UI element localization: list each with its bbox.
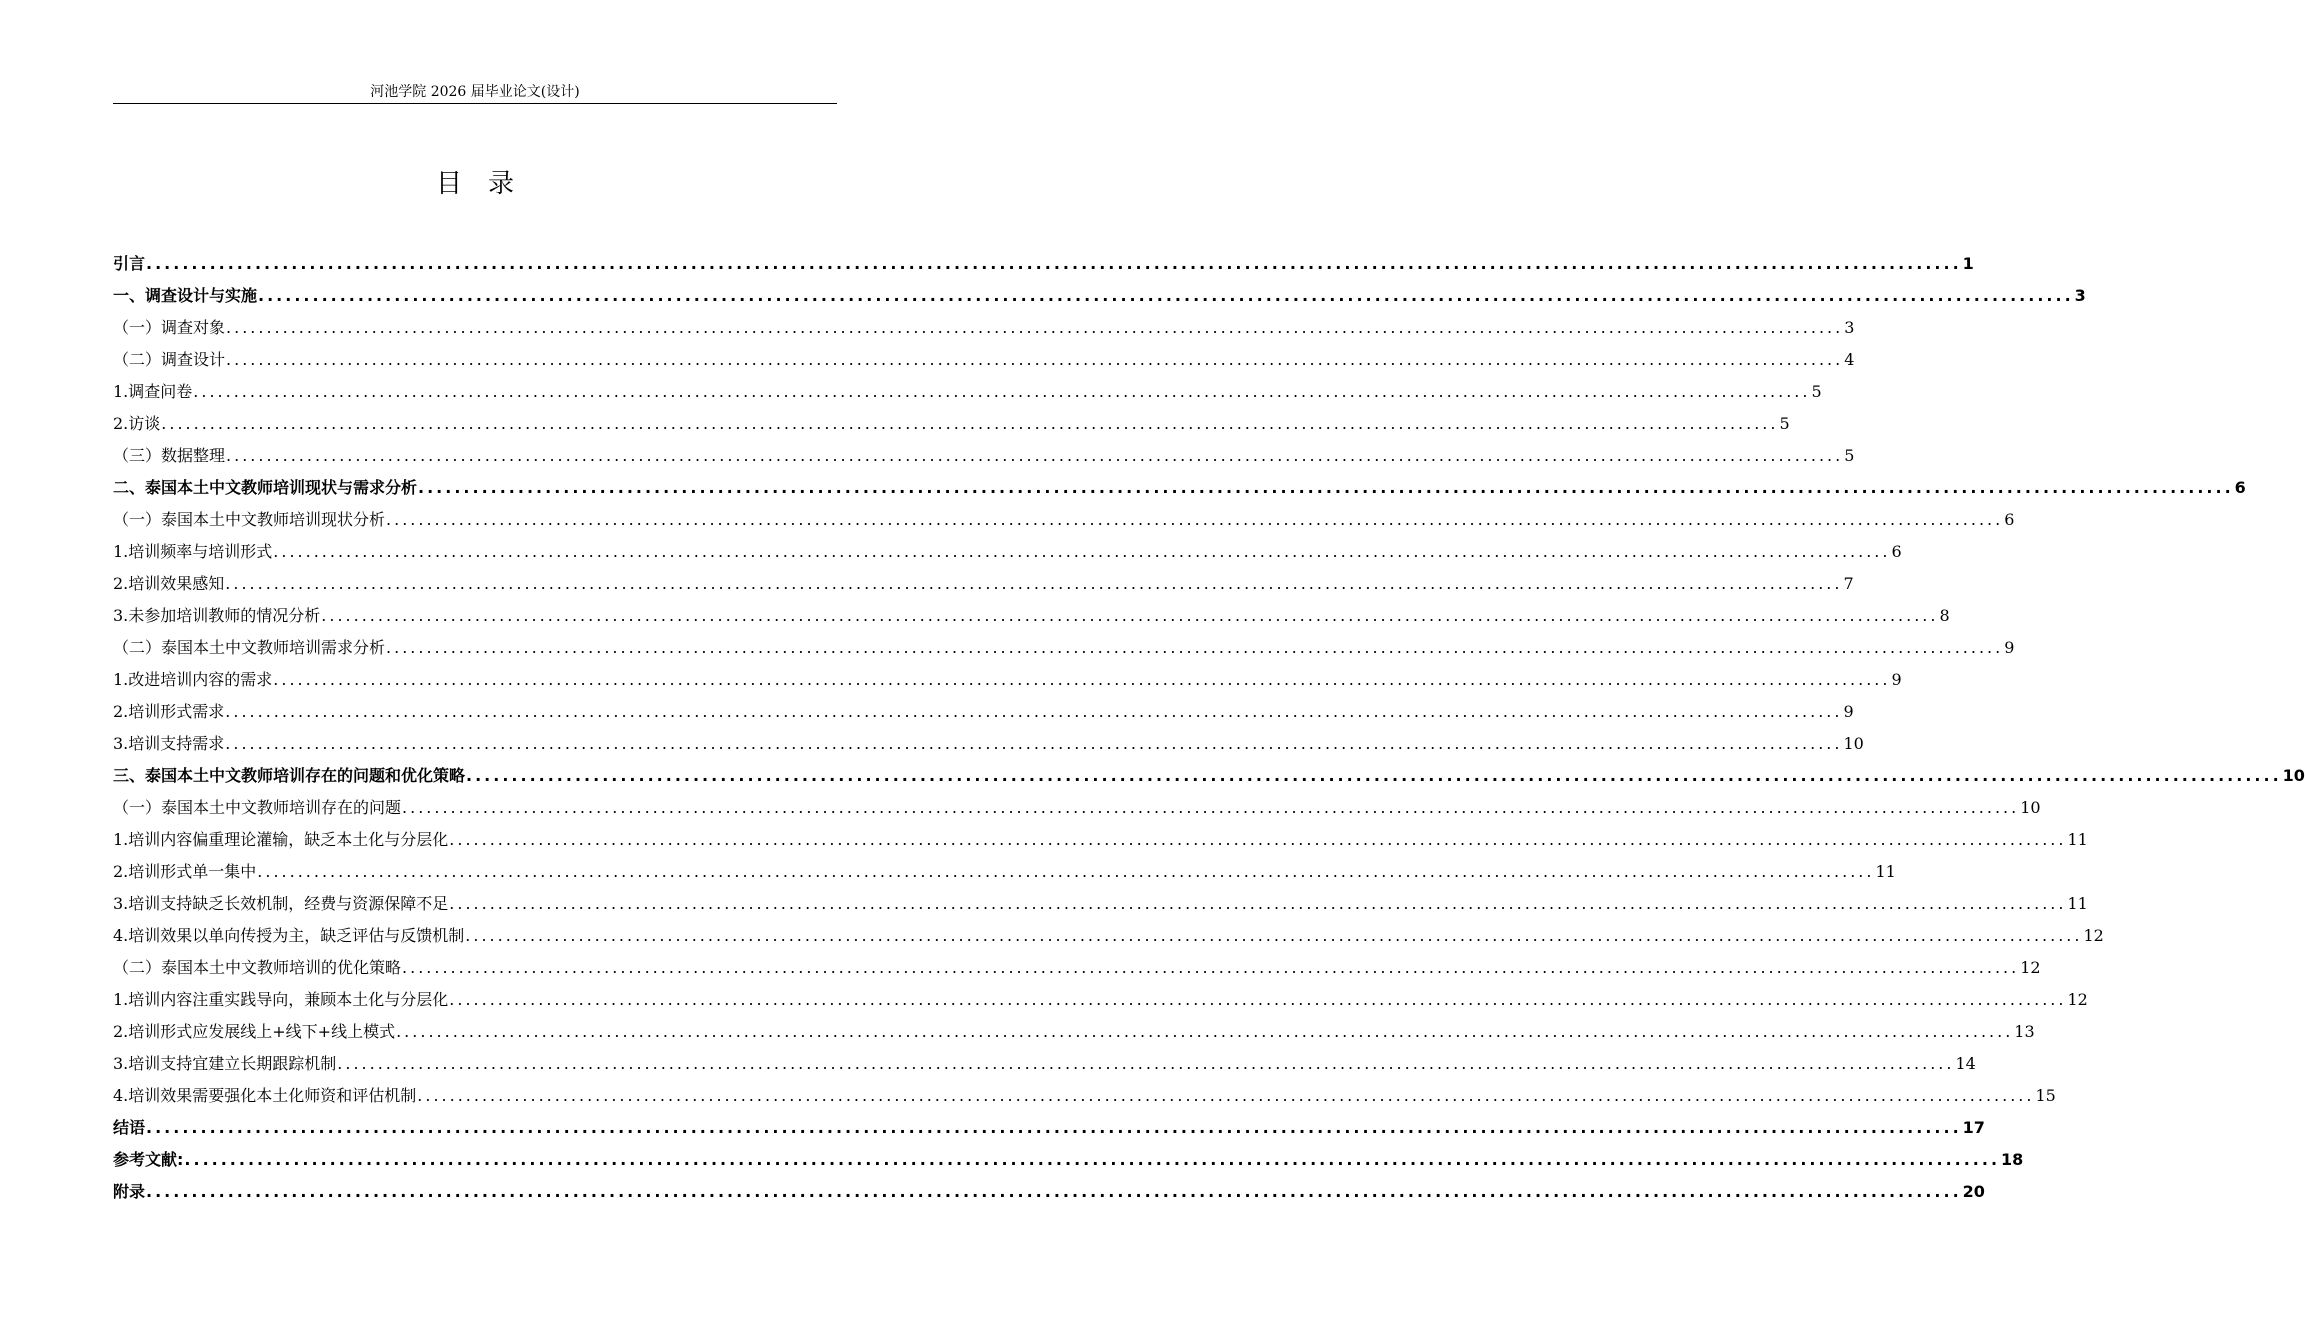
- toc-entry-title: （二）调查设计: [113, 350, 226, 369]
- toc-entry[interactable]: [113, 888, 2088, 920]
- toc-entry-title: （一）调查对象: [113, 318, 226, 337]
- dot-leader: ........................................................................................................................................................................................................: [418, 478, 2234, 497]
- dot-leader: ........................................................................................................................................................................................................: [225, 734, 1843, 753]
- toc-entry-page-number: 5: [1779, 414, 1790, 433]
- dot-leader: ........................................................................................................................................................................................................: [225, 574, 1843, 593]
- toc-entry[interactable]: [113, 376, 1822, 408]
- dot-leader: ........................................................................................................................................................................................................: [257, 862, 1875, 881]
- dot-leader: ........................................................................................................................................................................................................: [396, 1022, 2014, 1041]
- toc-entry[interactable]: [113, 792, 2041, 824]
- table-of-contents: [113, 248, 2305, 1208]
- toc-entry[interactable]: [113, 1080, 2056, 1112]
- toc-entry-title: 3.培训支持需求: [113, 734, 225, 753]
- toc-entry-page-number: 11: [2067, 830, 2088, 849]
- dot-leader: ........................................................................................................................................................................................................: [337, 1054, 1955, 1073]
- header-rule: [113, 103, 837, 104]
- dot-leader: ........................................................................................................................................................................................................: [258, 286, 2074, 305]
- toc-entry-title: 参考文献:: [113, 1150, 184, 1169]
- toc-entry-title: 4.培训效果以单向传授为主，缺乏评估与反馈机制: [113, 926, 465, 945]
- toc-entry[interactable]: [113, 824, 2088, 856]
- toc-entry-page-number: 14: [1955, 1054, 1976, 1073]
- dot-leader: ........................................................................................................................................................................................................: [146, 1182, 1962, 1201]
- toc-entry-title: 引言: [113, 254, 146, 273]
- toc-entry[interactable]: [113, 440, 1855, 472]
- toc-entry-title: 1.培训频率与培训形式: [113, 542, 273, 561]
- toc-entry-title: 附录: [113, 1182, 146, 1201]
- toc-entry[interactable]: [113, 728, 1864, 760]
- dot-leader: ........................................................................................................................................................................................................: [184, 1150, 2001, 1169]
- dot-leader: ........................................................................................................................................................................................................: [225, 702, 1843, 721]
- toc-entry-title: 2.访谈: [113, 414, 161, 433]
- toc-entry-page-number: 12: [2067, 990, 2088, 1009]
- dot-leader: ........................................................................................................................................................................................................: [273, 542, 1891, 561]
- toc-entry-title: （三）数据整理: [113, 446, 226, 465]
- toc-entry-page-number: 6: [2234, 478, 2246, 497]
- toc-entry-page-number: 3: [1844, 318, 1855, 337]
- toc-entry-page-number: 6: [2004, 510, 2015, 529]
- toc-entry[interactable]: [113, 1048, 1976, 1080]
- toc-entry-page-number: 5: [1811, 382, 1822, 401]
- toc-entry[interactable]: [113, 280, 2086, 312]
- dot-leader: ........................................................................................................................................................................................................: [466, 766, 2282, 785]
- dot-leader: ........................................................................................................................................................................................................: [226, 446, 1844, 465]
- toc-entry-title: 4.培训效果需要强化本土化师资和评估机制: [113, 1086, 417, 1105]
- toc-entry-page-number: 6: [1891, 542, 1902, 561]
- toc-entry-page-number: 17: [1962, 1118, 1985, 1137]
- toc-entry[interactable]: [113, 952, 2041, 984]
- toc-entry-title: 3.未参加培训教师的情况分析: [113, 606, 321, 625]
- toc-entry-page-number: 10: [2020, 798, 2041, 817]
- toc-entry-title: （一）泰国本土中文教师培训存在的问题: [113, 798, 402, 817]
- dot-leader: ........................................................................................................................................................................................................: [226, 318, 1844, 337]
- toc-entry[interactable]: [113, 760, 2305, 792]
- toc-entry[interactable]: [113, 1016, 2035, 1048]
- toc-entry-title: 1.培训内容偏重理论灌输，缺乏本土化与分层化: [113, 830, 449, 849]
- toc-entry[interactable]: [113, 344, 1855, 376]
- dot-leader: ........................................................................................................................................................................................................: [449, 830, 2067, 849]
- dot-leader: ........................................................................................................................................................................................................: [273, 670, 1891, 689]
- toc-entry[interactable]: [113, 312, 1855, 344]
- toc-entry[interactable]: [113, 632, 2015, 664]
- toc-entry-page-number: 9: [1843, 702, 1854, 721]
- toc-entry-title: 1.调查问卷: [113, 382, 193, 401]
- toc-entry[interactable]: [113, 664, 1902, 696]
- toc-entry-page-number: 9: [1891, 670, 1902, 689]
- dot-leader: ........................................................................................................................................................................................................: [321, 606, 1939, 625]
- toc-entry[interactable]: [113, 568, 1854, 600]
- dot-leader: ........................................................................................................................................................................................................: [449, 894, 2067, 913]
- toc-entry[interactable]: [113, 1144, 2024, 1176]
- toc-entry[interactable]: [113, 1112, 1985, 1144]
- toc-entry-page-number: 13: [2014, 1022, 2035, 1041]
- toc-entry-title: 1.改进培训内容的需求: [113, 670, 273, 689]
- toc-entry-page-number: 12: [2020, 958, 2041, 977]
- toc-entry[interactable]: [113, 696, 1854, 728]
- toc-entry[interactable]: [113, 920, 2104, 952]
- toc-entry-page-number: 5: [1844, 446, 1855, 465]
- toc-entry-title: （二）泰国本土中文教师培训的优化策略: [113, 958, 402, 977]
- dot-leader: ........................................................................................................................................................................................................: [449, 990, 2067, 1009]
- toc-entry-title: 2.培训形式需求: [113, 702, 225, 721]
- toc-entry-title: （一）泰国本土中文教师培训现状分析: [113, 510, 386, 529]
- dot-leader: ........................................................................................................................................................................................................: [386, 510, 2004, 529]
- toc-entry[interactable]: [113, 856, 1896, 888]
- dot-leader: ........................................................................................................................................................................................................: [402, 958, 2020, 977]
- dot-leader: ........................................................................................................................................................................................................: [465, 926, 2083, 945]
- toc-entry-title: 3.培训支持宜建立长期跟踪机制: [113, 1054, 337, 1073]
- toc-entry-page-number: 11: [1875, 862, 1896, 881]
- dot-leader: ........................................................................................................................................................................................................: [417, 1086, 2035, 1105]
- toc-entry-title: 结语: [113, 1118, 146, 1137]
- toc-entry-page-number: 3: [2074, 286, 2086, 305]
- dot-leader: ........................................................................................................................................................................................................: [402, 798, 2020, 817]
- page-title: 目录: [435, 169, 540, 199]
- toc-entry-page-number: 11: [2067, 894, 2088, 913]
- toc-entry-title: 2.培训形式单一集中: [113, 862, 257, 881]
- toc-entry-page-number: 12: [2083, 926, 2104, 945]
- toc-entry-title: 3.培训支持缺乏长效机制，经费与资源保障不足: [113, 894, 449, 913]
- toc-entry-page-number: 7: [1843, 574, 1854, 593]
- dot-leader: ........................................................................................................................................................................................................: [146, 1118, 1962, 1137]
- dot-leader: ........................................................................................................................................................................................................: [226, 350, 1844, 369]
- toc-entry-page-number: 18: [2001, 1150, 2024, 1169]
- toc-entry[interactable]: [113, 984, 2088, 1016]
- toc-entry-page-number: 20: [1962, 1182, 1985, 1201]
- toc-entry[interactable]: [113, 504, 2015, 536]
- dot-leader: ........................................................................................................................................................................................................: [386, 638, 2004, 657]
- toc-entry-page-number: 8: [1939, 606, 1950, 625]
- dot-leader: ........................................................................................................................................................................................................: [193, 382, 1811, 401]
- toc-entry-title: （二）泰国本土中文教师培训需求分析: [113, 638, 386, 657]
- toc-entry[interactable]: [113, 1176, 1985, 1208]
- toc-entry[interactable]: [113, 600, 1950, 632]
- toc-entry[interactable]: [113, 408, 1790, 440]
- toc-entry-page-number: 10: [1843, 734, 1864, 753]
- toc-entry-page-number: 1: [1962, 254, 1974, 273]
- toc-entry-page-number: 15: [2035, 1086, 2056, 1105]
- dot-leader: ........................................................................................................................................................................................................: [146, 254, 1962, 273]
- toc-entry-page-number: 4: [1844, 350, 1855, 369]
- toc-entry-title: 三、泰国本土中文教师培训存在的问题和优化策略: [113, 766, 466, 785]
- toc-entry[interactable]: [113, 536, 1902, 568]
- toc-entry-title: 2.培训效果感知: [113, 574, 225, 593]
- toc-entry-page-number: 10: [2282, 766, 2305, 785]
- toc-entry[interactable]: [113, 248, 1974, 280]
- running-header: 河池学院 2026 届毕业论文(设计): [370, 84, 580, 100]
- toc-entry-title: 1.培训内容注重实践导向，兼顾本土化与分层化: [113, 990, 449, 1009]
- toc-entry-title: 二、泰国本土中文教师培训现状与需求分析: [113, 478, 418, 497]
- dot-leader: ........................................................................................................................................................................................................: [161, 414, 1779, 433]
- toc-entry-title: 2.培训形式应发展线上+线下+线上模式: [113, 1022, 396, 1041]
- toc-entry[interactable]: [113, 472, 2246, 504]
- toc-entry-title: 一、调查设计与实施: [113, 286, 258, 305]
- toc-entry-page-number: 9: [2004, 638, 2015, 657]
